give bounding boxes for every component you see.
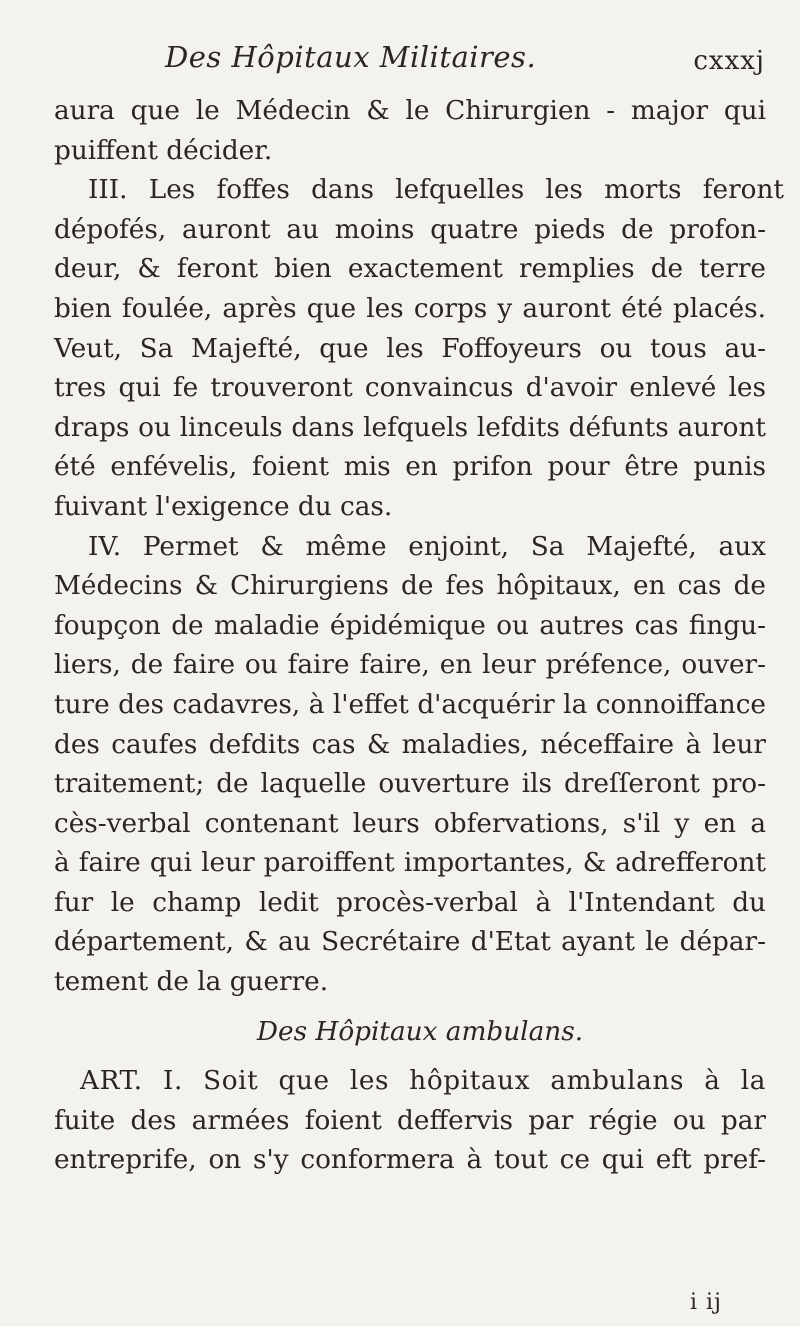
text-line: fuivant l'exigence du cas. <box>54 491 393 522</box>
text-line: liers, de faire ou faire faire, en leur préfence, ouver- <box>54 650 766 681</box>
text-line: traitement; de laquelle ouverture ils dreſſeront pro- <box>54 769 766 800</box>
text-line: cès-verbal contenant leurs obfervations, s'il y en a <box>54 808 766 839</box>
section-heading: Des Hôpitaux ambulans. <box>256 1016 584 1047</box>
text-line: tres qui fe trouveront convaincus d'avoir enlevé les <box>54 373 766 404</box>
text-line: département, & au Secrétaire d'Etat ayant le dépar- <box>54 927 766 958</box>
text-line: III. Les foffes dans lefquelles les morts feront <box>88 175 784 206</box>
text-line: deur, & feront bien exactement remplies de terre <box>54 254 766 285</box>
page-number: cxxxj <box>693 46 765 76</box>
paragraph-continuation <box>54 92 766 171</box>
text-line: à faire qui leur paroiffent importantes, & adrefferont <box>54 848 766 879</box>
text-line: ART. I. Soit que les hôpitaux ambulans à la <box>80 1066 766 1097</box>
paragraph-article-iii <box>54 171 784 527</box>
text-line: IV. Permet & même enjoint, Sa Majefté, aux <box>88 531 766 562</box>
body-text <box>54 92 784 1181</box>
running-title: Des Hôpitaux Militaires. <box>165 40 537 74</box>
text-line: ture des cadavres, à l'effet d'acquérir la connoiffance <box>54 689 766 720</box>
text-line: aura que le Médecin & le Chirurgien - major qui <box>54 96 766 126</box>
paragraph-article-iv <box>54 528 766 1003</box>
signature-mark: i ij <box>690 1290 722 1315</box>
text-line: fur le champ ledit procès-verbal à l'Intendant du <box>54 887 766 918</box>
text-line: bien foulée, après que les corps y auront été placés. <box>54 293 766 324</box>
text-line: des caufes defdits cas & maladies, néceffaire à leur <box>54 729 766 760</box>
text-line: Veut, Sa Majefté, que les Foffoyeurs ou tous au- <box>54 333 766 364</box>
text-line: entreprife, on s'y conformera à tout ce qui eft pref- <box>54 1145 766 1176</box>
text-line: puiffent décider. <box>54 135 273 166</box>
text-line: dépofés, auront au moins quatre pieds de profon- <box>54 214 766 245</box>
text-line: été enfévelis, foient mis en prifon pour être punis <box>54 452 766 483</box>
text-line: draps ou linceuls dans lefquels lefdits défunts auront <box>54 412 766 443</box>
text-line: tement de la guerre. <box>54 967 329 998</box>
text-line: Médecins & Chirurgiens de fes hôpitaux, en cas de <box>54 571 766 602</box>
text-line: foupçon de maladie épidémique ou autres cas fingu- <box>54 610 766 641</box>
page-header <box>165 40 765 96</box>
paragraph-ambulans-art-i <box>54 1062 766 1181</box>
text-line: fuite des armées foient deffervis par régie ou par <box>54 1105 766 1136</box>
